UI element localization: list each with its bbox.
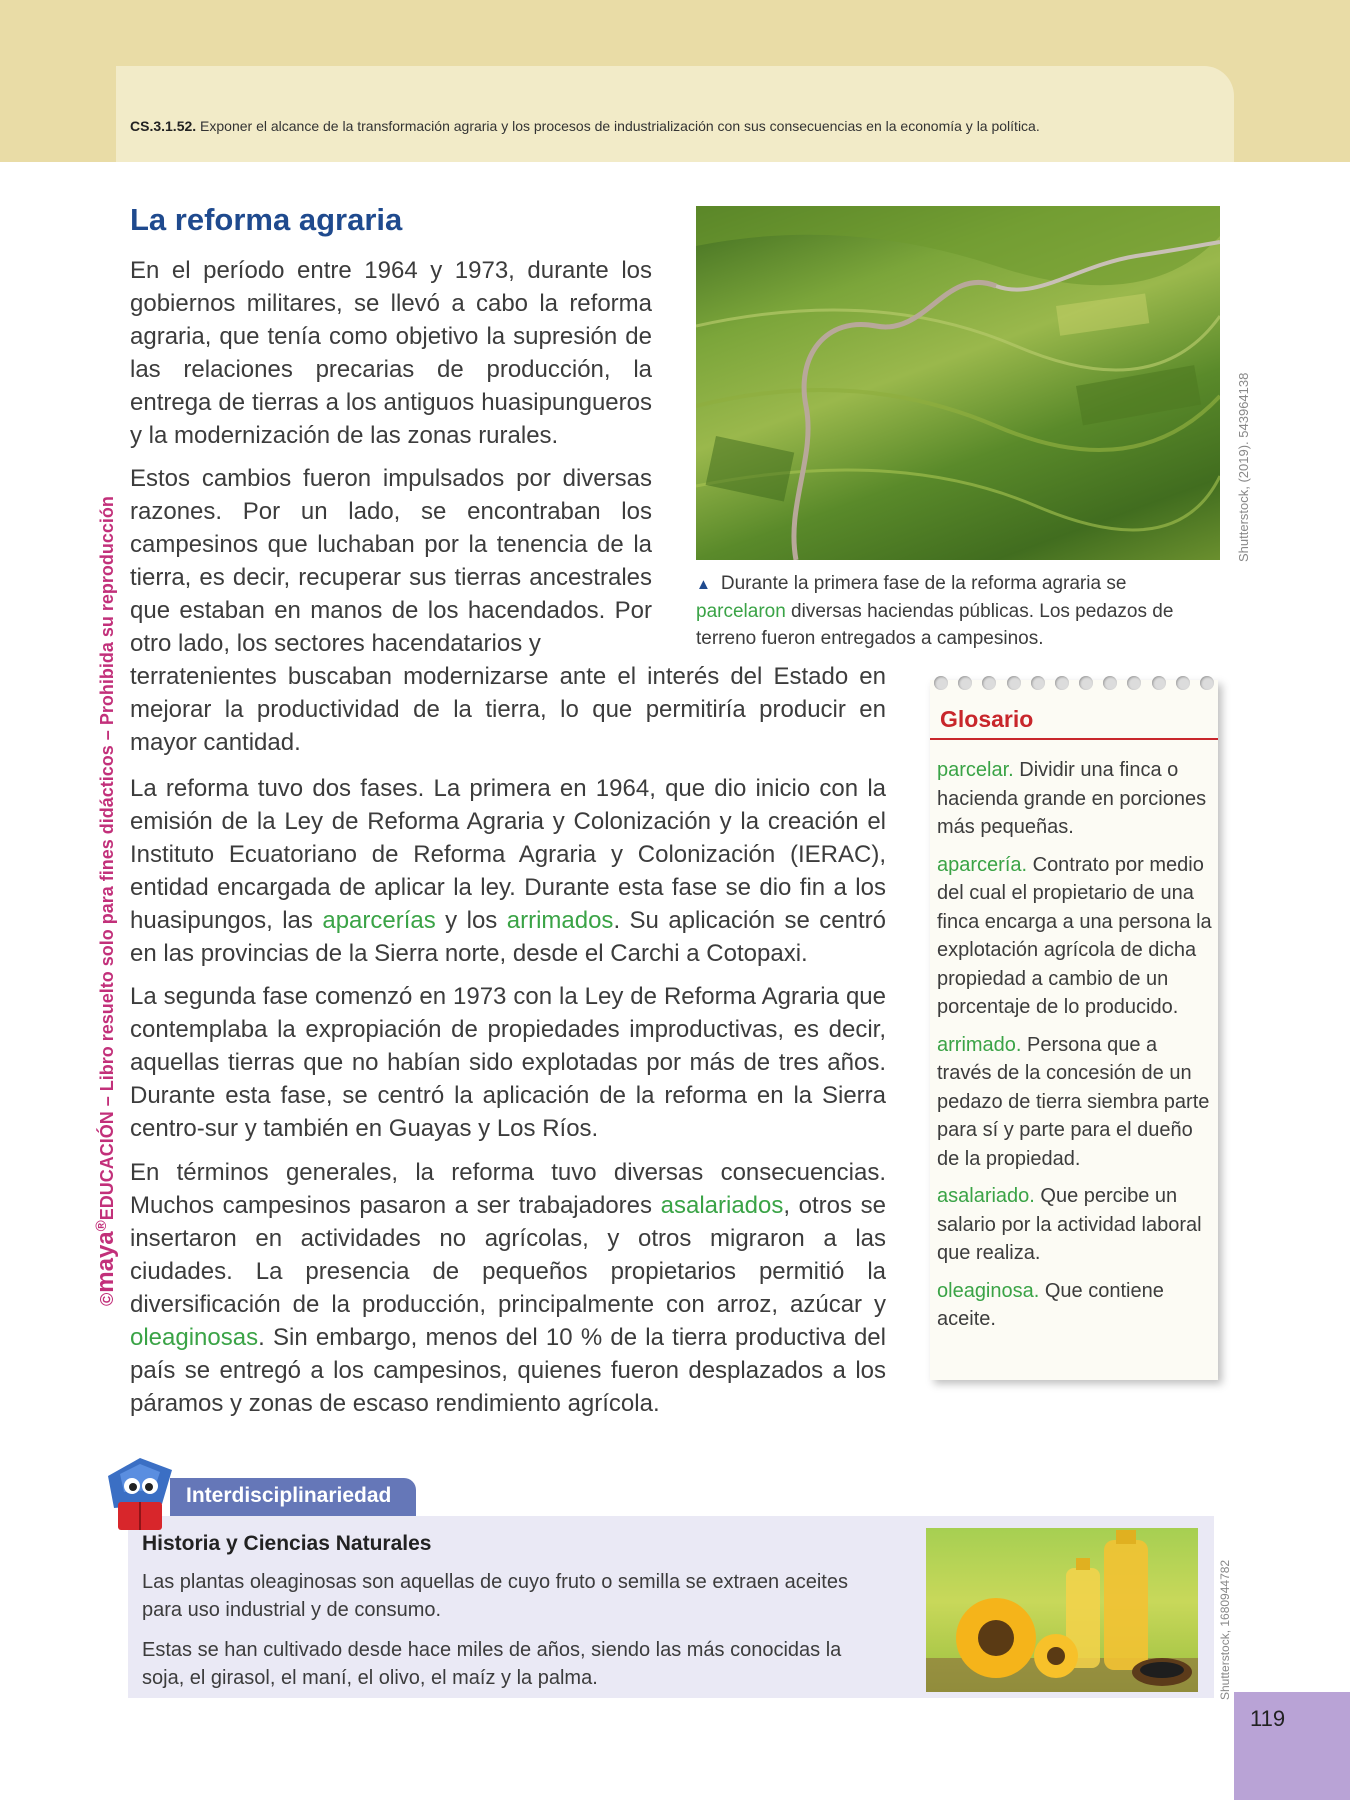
glossary-term: aparcería. [937, 853, 1028, 876]
criteria-description: Exponer el alcance de la transformación agraria y los procesos de industrialización con sus consecuencias en la economía y la política. [200, 118, 1040, 134]
glossary-entry-aparceria [937, 851, 1215, 1022]
interdisciplinary-paragraph-1: Las plantas oleaginosas son aquellas de cuyo fruto o semilla se extraen aceites para uso industrial y de consumo. [142, 1571, 848, 1621]
ring-icon [1176, 676, 1190, 690]
glossary-term: oleaginosa. [937, 1279, 1040, 1302]
paragraph-5-text: . Sin embargo, menos del 10 % de la tierra productiva del país se entregó a los campesinos, quienes fueron desplazados a los páramos y zonas de escaso rendimiento agrícola. [130, 1324, 886, 1417]
term-asalariados: asalariados [660, 1192, 784, 1219]
ring-icon [1152, 676, 1166, 690]
term-aparcerias: aparcerías [322, 907, 436, 934]
glossary-definition: Dividir una finca o hacienda grande en porciones más pequeñas. [937, 759, 1207, 838]
interdisciplinary-label: Interdisciplinariedad [186, 1484, 392, 1507]
criteria-code: CS.3.1.52. [130, 118, 197, 134]
glossary-entry-oleaginosa [937, 1277, 1215, 1334]
glossary-definition: Persona que a través de la concesión de un pedazo de tierra siembra parte para sí y parte para el dueño de la propiedad. [937, 1033, 1210, 1170]
glossary-definition: Que percibe un salario por la actividad laboral que realiza. [937, 1185, 1202, 1264]
sunflower-oil-photo [926, 1528, 1198, 1692]
section-title: La reforma agraria [130, 202, 403, 237]
criteria-text [130, 118, 1130, 134]
paragraph-1: En el período entre 1964 y 1973, durante los gobiernos militares, se llevó a cabo la reforma agraria, que tenía como objetivo la supresión de las relaciones precarias de producción, la entrega de tierras a los antiguos huasipungueros y la modernización de las zonas rurales. [130, 257, 652, 449]
glossary-definition: Contrato por medio del cual el propietario de una finca encarga a una persona la explotación agrícola de dicha propiedad a cambio de un porcentaje de lo producido. [937, 853, 1212, 1018]
paragraph-2b: terratenientes buscaban modernizarse ante el interés del Estado en mejorar la productividad de la tierra, lo que permitiría producir en mayor cantidad. [130, 663, 886, 756]
copyright-text: EDUCACIÓN – Libro resuelto solo para fines didácticos – Prohibida su reproducción [97, 496, 117, 1221]
terraced-fields-photo [696, 206, 1220, 560]
glossary-definition: Que contiene aceite. [937, 1279, 1164, 1330]
oil-photo-credit: Shutterstock, 1680944782 [1218, 1559, 1232, 1700]
copyright-notice [92, 406, 120, 1306]
paragraph-4: La segunda fase comenzó en 1973 con la Ley de Reforma Agraria que contemplaba la expropiación de propiedades improductivas, es decir, aquellas tierras que no habían sido explotadas por más de tres años. Durante esta fase, se centró la aplicación de la reforma en la Sierra centro-sur y también en Guayas y Los Ríos. [130, 983, 886, 1142]
terraced-fields-illustration [696, 206, 1220, 560]
paragraph-5-text: En términos generales, la reforma tuvo diversas consecuencias. Muchos campesinos pasaron a ser trabajadores [130, 1159, 886, 1219]
glossary-title: Glosario [940, 706, 1034, 732]
notebook-rings [934, 676, 1214, 692]
term-parcelaron: parcelaron [696, 601, 786, 622]
glossary-entry-parcelar [937, 756, 1215, 842]
ring-icon [958, 676, 972, 690]
ring-icon [1103, 676, 1117, 690]
paragraph-3-text: y los [435, 907, 507, 934]
glossary-term: parcelar. [937, 759, 1014, 781]
glossary-entries [937, 756, 1215, 1343]
photo-caption [696, 570, 1220, 652]
term-arrimados: arrimados [506, 907, 614, 934]
brand-logo-text: maya [92, 1231, 119, 1293]
glossary-term: asalariado. [937, 1185, 1035, 1207]
glossary-term: arrimado. [937, 1033, 1022, 1056]
paragraph-3-text: . Su aplicación se centró en las provincias de la Sierra norte, desde el Carchi a Cotopaxi. [130, 907, 887, 967]
mascot-reading-book-icon [100, 1456, 180, 1536]
ring-icon [1127, 676, 1141, 690]
glossary-divider [930, 738, 1218, 740]
term-oleaginosas: oleaginosas [130, 1324, 259, 1351]
photo-credit: Shutterstock, (2019). 543964138 [1236, 372, 1251, 562]
paragraph-3-text: La reforma tuvo dos fases. La primera en 1964, que dio inicio con la emisión de la Ley de Reforma Agraria y Colonización y la creación el Instituto Ecuatoriano de Reforma Agraria y Colonización (IERAC), entidad encargada de aplicar la ley. Durante esta fase se dio fin a los huasipungos, las [130, 775, 886, 934]
paragraph-5 [130, 1156, 886, 1420]
ring-icon [1031, 676, 1045, 690]
paragraph-2a: Estos cambios fueron impulsados por diversas razones. Por un lado, se encontraban los campesinos que luchaban por la tenencia de la tierra, es decir, recuperar sus tierras ancestrales que estaban en manos de los hacendados. Por otro lado, los sectores hacendatarios y [130, 465, 652, 657]
interdisciplinary-paragraph-2: Estas se han cultivado desde hace miles de años, siendo las más conocidas la soja, el girasol, el maní, el olivo, el maíz y la palma. [142, 1639, 842, 1689]
interdisciplinary-subtitle: Historia y Ciencias Naturales [142, 1532, 432, 1555]
ring-icon [934, 676, 948, 690]
glossary-entry-arrimado [937, 1031, 1215, 1174]
criteria-box [116, 66, 1234, 162]
ring-icon [1007, 676, 1021, 690]
ring-icon [1055, 676, 1069, 690]
sunflower-oil-illustration [926, 1528, 1198, 1692]
glossary-entry-asalariado [937, 1182, 1215, 1268]
paragraph-3 [130, 772, 886, 970]
registered-mark: ® [93, 1220, 110, 1232]
caption-triangle-icon: ▲ [696, 576, 711, 593]
page-number: 119 [1250, 1706, 1286, 1731]
copyright-symbol: © [97, 1292, 117, 1306]
ring-icon [1200, 676, 1214, 690]
glossary-box [930, 680, 1218, 1380]
ring-icon [982, 676, 996, 690]
caption-text: diversas haciendas públicas. Los pedazos de terreno fueron entregados a campesinos. [696, 601, 1174, 649]
ring-icon [1079, 676, 1093, 690]
paragraph-5-text: , otros se insertaron en actividades no agrícolas, y otros migraron a las ciudades. La presencia de pequeños propietarios permitió la diversificación de la producción, principalmente con arroz, azúcar y [130, 1192, 886, 1318]
caption-text: Durante la primera fase de la reforma agraria se [720, 573, 1127, 594]
